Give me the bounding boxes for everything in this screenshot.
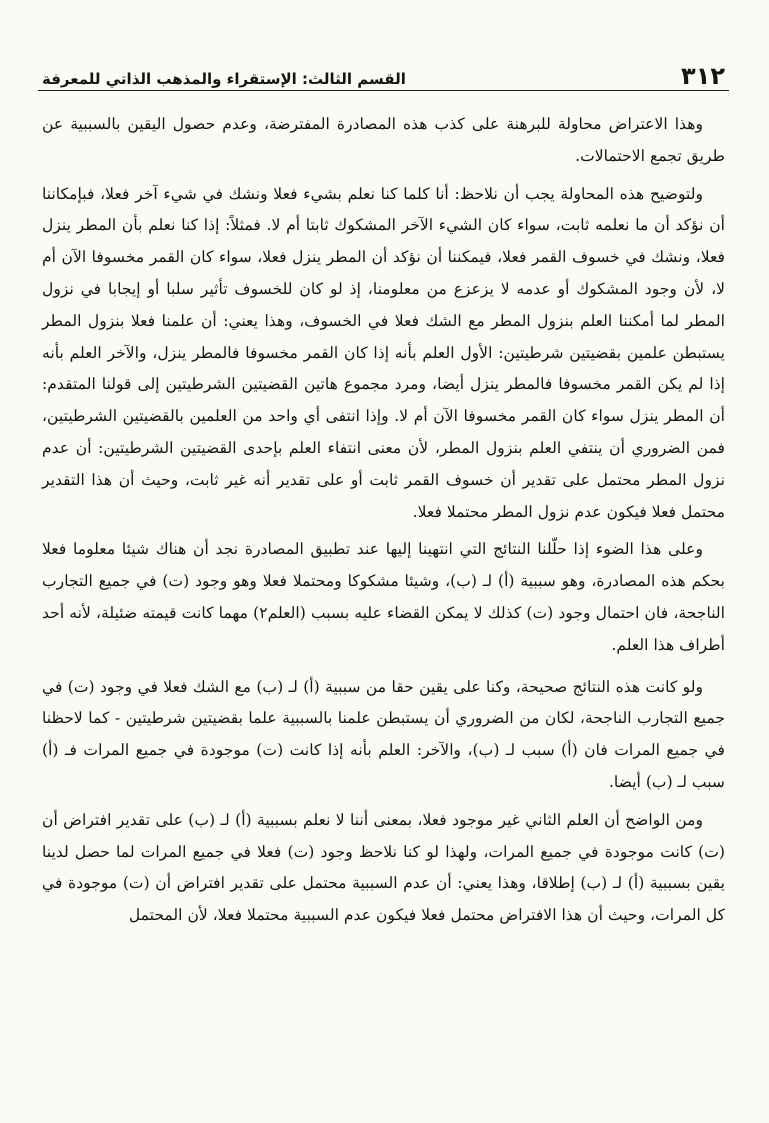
page-body bbox=[38, 109, 729, 932]
page-number: ٣١٢ bbox=[681, 62, 725, 90]
paragraph: ومن الواضح أن العلم الثاني غير موجود فعلا، بمعنى أننا لا نعلم بسببية (أ) لـ (ب) على تقدير افتراض أن (ت) كانت موجودة في جميع المرات، ولهذا لو كنا نلاحظ وجود (ت) فعلا في جميع المرات لما حصل لدينا يقين بسببية (أ) لـ (ب) إطلاقا، وهذا يعني: أن عدم السببية محتمل على تقدير افتراض أن (ت) موجودة في كل المرات، وحيث أن هذا الافتراض محتمل فعلا فيكون عدم السببية محتملا فعلا، لأن المحتمل bbox=[42, 810, 725, 925]
paragraph: ولتوضيح هذه المحاولة يجب أن نلاحظ: أنا كلما كنا نعلم بشيء فعلا ونشك في شيء آخر فعلا، فبإمكاننا أن نؤكد أن ما نعلمه ثابت، سواء كان الشيء الآخر المشكوك ثابتا أم لا. فمثلاً: إذا كنا نعلم بأن المطر ينزل فعلا، ونشك في خسوف القمر فعلا، فيمكننا أن نؤكد أن المطر ينزل فعلا، سواء كان القمر مخسوفا الآن أم لا، لأن وجود المشكوك أو عدمه لا يزعزع من معلومنا، إذ لو كان للخسوف تأثير سلبا أو إيجابا في نزول المطر لما أمكننا العلم بنزول المطر مع الشك فعلا في الخسوف، وهذا يعني: أن علمنا فعلا بنزول المطر يستبطن علمين بقضيتين شرطيتين: الأول العلم بأنه إذا كان القمر مخسوفا فالمطر ينزل، والآخر العلم بأنه إذا لم يكن القمر مخسوفا فالمطر ينزل أيضا، ومرد مجموع هاتين القضيتين الشرطيتين إلى قولنا المتقدم: أن المطر ينزل سواء كان القمر مخسوفا الآن أم لا. وإذا انتفى أي واحد من العلمين بالقضيتين الشرطيتين، فمن الضروري أن ينتفي العلم بنزول المطر، لأن معنى انتفاء العلم بإحدى القضيتين الشرطيتين: أن عدم نزول المطر محتمل على تقدير أن خسوف القمر ثابت أو على تقدير أنه غير ثابت، وحيث أن هذا التقدير محتمل فعلا فيكون عدم نزول المطر محتملا فعلا. bbox=[42, 184, 725, 521]
paragraph: وعلى هذا الضوء إذا حلّلنا النتائج التي انتهينا إليها عند تطبيق المصادرة نجد أن هناك شيئا معلوما فعلا بحكم هذه المصادرة، وهو سببية (أ) لـ (ب)، وشيئا مشكوكا ومحتملا فعلا وهو وجود (ت) في جميع التجارب الناجحة، فان احتمال وجود (ت) كذلك لا يمكن القضاء عليه بسبب (العلم٢) مهما كانت قيمته ضئيلة، لأنه أحد أطراف هذا العلم. bbox=[42, 540, 725, 654]
running-title: القسم الثالث: الإستقراء والمذهب الذاتي للمعرفة bbox=[42, 70, 406, 88]
paragraph: ولو كانت هذه النتائج صحيحة، وكنا على يقين حقا من سببية (أ) لـ (ب) مع الشك فعلا في وجود (ت) في جميع التجارب الناجحة، لكان من الضروري أن يستبطن علمنا بالسببية علما بقضيتين شرطيتين - كما لاحظنا في جميع المرات فان (أ) سبب لـ (ب)، والآخر: العلم بأنه إذا كانت (ت) موجودة في جميع المرات فـ (أ) سبب لـ (ب) أيضا. bbox=[42, 677, 725, 791]
page-header bbox=[38, 58, 729, 91]
paragraph: وهذا الاعتراض محاولة للبرهنة على كذب هذه المصادرة المفترضة، وعدم حصول اليقين بالسببية عن طريق تجمع الاحتمالات. bbox=[42, 115, 725, 165]
